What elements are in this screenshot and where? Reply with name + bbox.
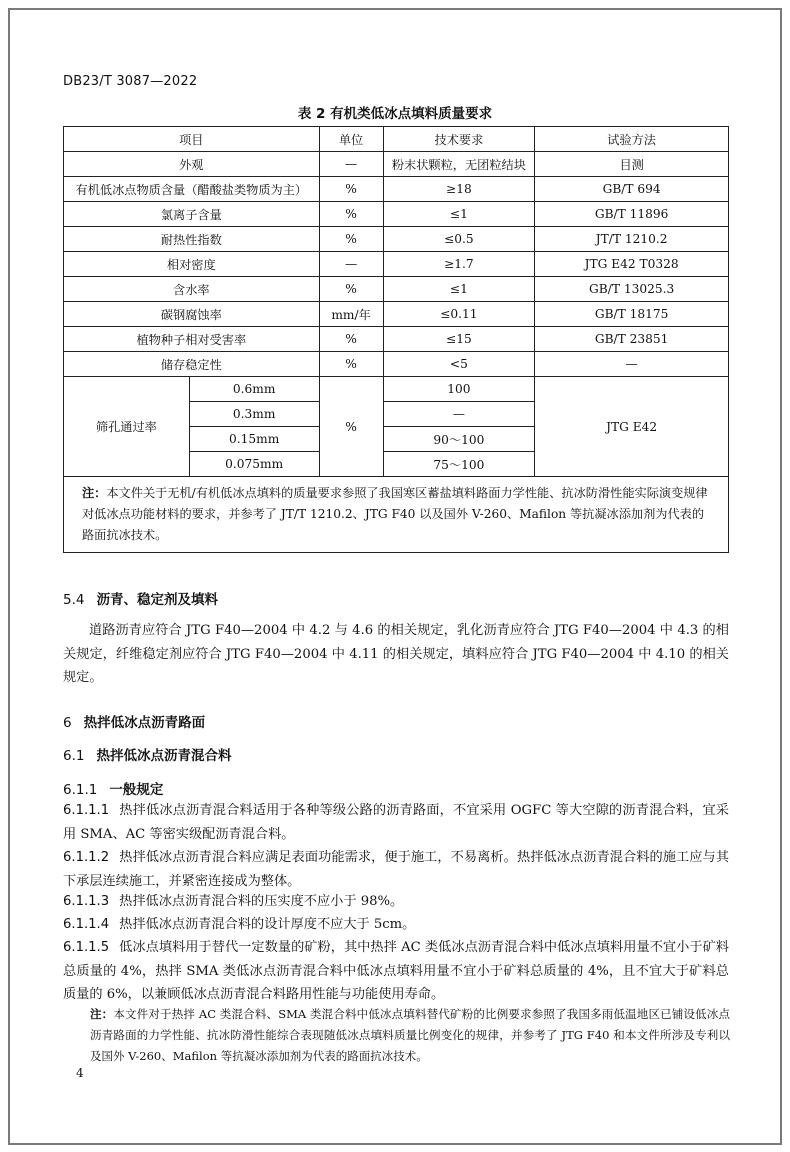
quality-requirements-table [63,126,729,553]
cell-unit: % [319,227,383,252]
cell-sieve-size: 0.15mm [189,427,319,452]
clause-6-1-1-4: 6.1.1.4 热拌低冰点沥青混合料的设计厚度不应大于 5cm。 [63,917,416,932]
cell-item: 氯离子含量 [64,202,320,227]
col-header-requirement: 技术要求 [383,127,535,152]
table-row [64,202,729,227]
cell-item: 外观 [64,152,320,177]
cell-method: GB/T 13025.3 [535,277,729,302]
cell-sieve-size: 0.6mm [189,377,319,402]
cell-unit: % [319,177,383,202]
col-header-unit: 单位 [319,127,383,152]
table-caption: 表 2 有机类低冰点填料质量要求 [297,106,493,122]
cell-requirement: ≥18 [383,177,535,202]
cell-requirement: ≤15 [383,327,535,352]
cell-requirement: ≤0.5 [383,227,535,252]
section-5-4-heading: 5.4 沥青、稳定剂及填料 [63,592,218,608]
cell-requirement: ≤1 [383,277,535,302]
table-header-row [64,127,729,152]
table-row [64,152,729,177]
cell-sieve-method: JTG E42 [535,377,729,477]
cell-sieve-requirement: 75～100 [383,452,535,477]
table-note-text: 本文件关于无机/有机低冰点填料的质量要求参照了我国寒区蓄盐填料路面力学性能、抗冰防滑性能实际演变规律对低冰点功能材料的要求，并参考了 JT/T 1210.2、JTG F40 以及国外 V-260、Mafilon 等抗凝冰添加剂为代表的路面抗冰技术。 [82,486,708,542]
col-header-method: 试验方法 [535,127,729,152]
cell-requirement: ≤1 [383,202,535,227]
cell-item: 耐热性指数 [64,227,320,252]
cell-item: 有机低冰点物质含量（醋酸盐类物质为主） [64,177,320,202]
cell-unit: % [319,277,383,302]
cell-sieve-requirement: 100 [383,377,535,402]
clause-6-1-1-1: 6.1.1.1 热拌低冰点沥青混合料适用于各种等级公路的沥青路面，不宜采用 OGFC 等大空隙的沥青混合料，宜采用 SMA、AC 等密实级配沥青混合料。 [63,803,729,842]
cell-item: 相对密度 [64,252,320,277]
cell-unit: mm/年 [319,302,383,327]
clause-6-1-1-2: 6.1.1.2 热拌低冰点沥青混合料应满足表面功能需求，便于施工，不易离析。热拌低冰点沥青混合料的施工应与其下承层连续施工，并紧密连接成为整体。 [63,850,729,889]
clause-6-1-1-5: 6.1.1.5 低冰点填料用于替代一定数量的矿粉，其中热拌 AC 类低冰点沥青混合料中低冰点填料用量不宜小于矿料总质量的 4%，热拌 SMA 类低冰点沥青混合料中低冰点填料用量不宜小于矿料总质量的 4%，且不宜大于矿料总质量的 6%，以兼顾低冰点沥青混合料路用性能与功能使用寿命。 [63,940,729,1002]
cell-unit: % [319,327,383,352]
cell-requirement: <5 [383,352,535,377]
cell-sieve-item: 筛孔通过率 [64,377,190,477]
cell-unit: % [319,202,383,227]
page-number: 4 [76,1066,84,1080]
sieve-row [64,377,729,402]
table-row [64,177,729,202]
table-row [64,277,729,302]
col-header-item: 项目 [64,127,320,152]
table-note-label: 注： [82,486,107,500]
cell-method: GB/T 18175 [535,302,729,327]
note-2: 注：本文件对于热拌 AC 类混合料、SMA 类混合料中低冰点填料替代矿粉的比例要求参照了我国多雨低温地区已铺设低冰点沥青路面的力学性能、抗冰防滑性能综合表现随低冰点填料质量比例变化的规律，并参考了 JTG F40 和本文件所涉及专利以及国外 V-260、Mafilon 等抗凝冰添加剂为代表的路面抗冰技术。 [90,1007,731,1063]
clause-6-1-1-3: 6.1.1.3 热拌低冰点沥青混合料的压实度不应小于 98%。 [63,894,404,909]
cell-method: GB/T 11896 [535,202,729,227]
document-code: DB23/T 3087—2022 [63,74,198,89]
table-note [64,477,729,553]
cell-method: — [535,352,729,377]
table-row [64,227,729,252]
cell-item: 含水率 [64,277,320,302]
cell-method: 目测 [535,152,729,177]
cell-requirement: ≤0.11 [383,302,535,327]
table-row [64,302,729,327]
table-note-row [64,477,729,553]
cell-method: GB/T 694 [535,177,729,202]
section-5-4-paragraph: 道路沥青应符合 JTG F40—2004 中 4.2 与 4.6 的相关规定，乳化沥青应符合 JTG F40—2004 中 4.3 的相关规定，纤维稳定剂应符合 JTG F40—2004 中 4.11 的相关规定，填料应符合 JTG F40—2004 中 4.10 的相关规定。 [63,623,729,685]
cell-unit: % [319,352,383,377]
cell-item: 碳钢腐蚀率 [64,302,320,327]
cell-sieve-size: 0.075mm [189,452,319,477]
cell-unit: — [319,152,383,177]
section-6-1-heading: 6.1 热拌低冰点沥青混合料 [63,748,232,764]
cell-method: GB/T 23851 [535,327,729,352]
cell-sieve-size: 0.3mm [189,402,319,427]
table-row [64,252,729,277]
cell-requirement: ≥1.7 [383,252,535,277]
cell-item: 植物种子相对受害率 [64,327,320,352]
cell-sieve-requirement: 90～100 [383,427,535,452]
table-row [64,327,729,352]
cell-method: JT/T 1210.2 [535,227,729,252]
cell-sieve-requirement: — [383,402,535,427]
section-6-heading: 6 热拌低冰点沥青路面 [63,715,206,731]
cell-item: 储存稳定性 [64,352,320,377]
cell-unit: — [319,252,383,277]
cell-sieve-unit: % [319,377,383,477]
table-row [64,352,729,377]
section-6-1-1-heading: 6.1.1 一般规定 [63,782,164,798]
cell-method: JTG E42 T0328 [535,252,729,277]
cell-requirement: 粉末状颗粒，无团粒结块 [383,152,535,177]
